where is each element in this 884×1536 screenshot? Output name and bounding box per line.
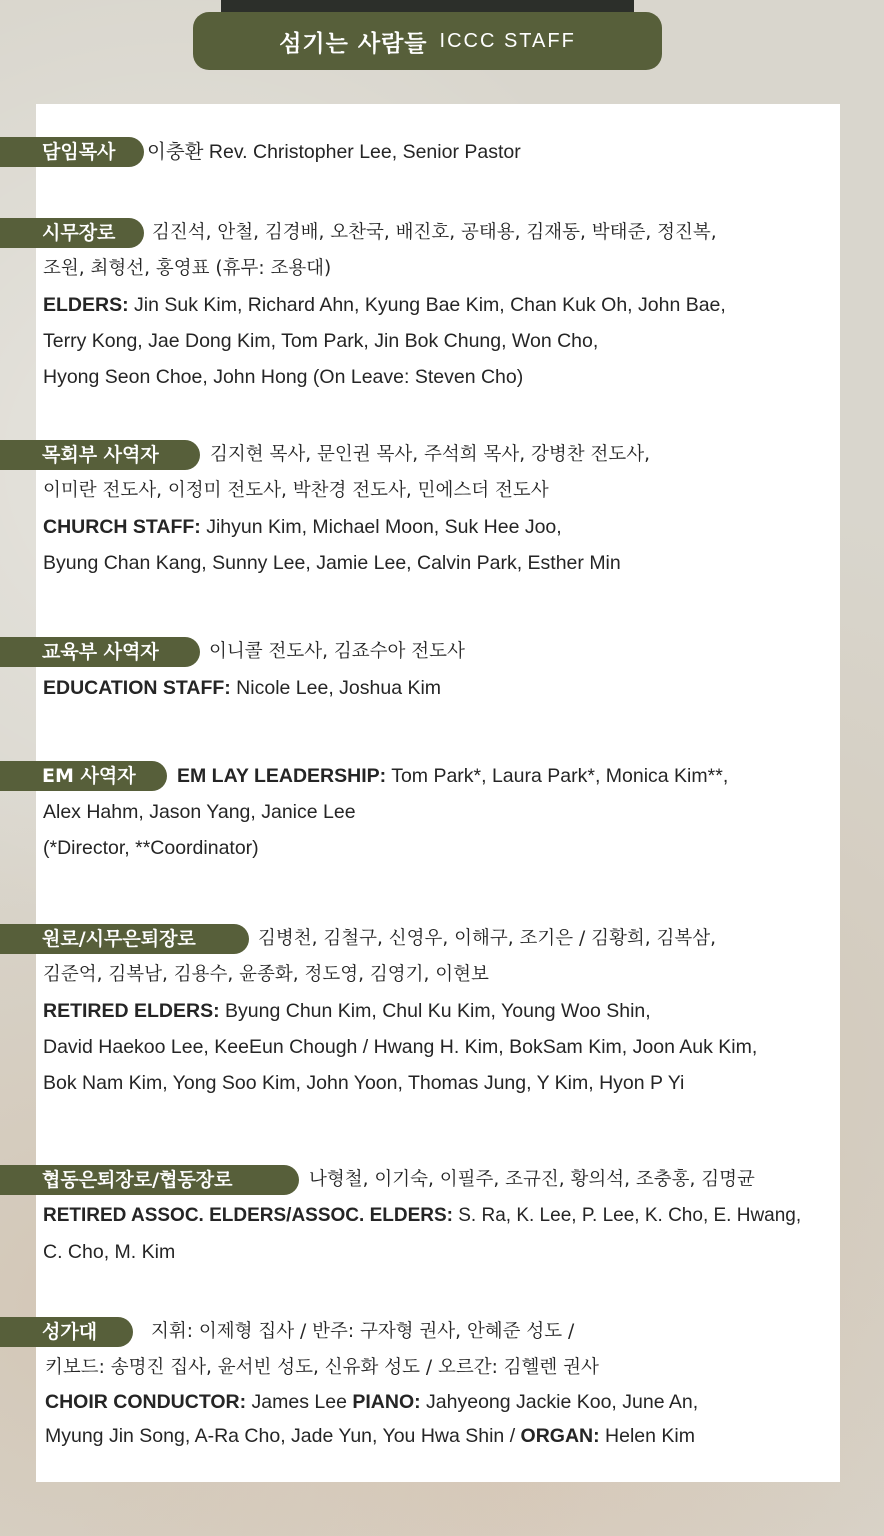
label-church-staff: 목회부 사역자 bbox=[0, 440, 200, 470]
church-staff-en-heading: CHURCH STAFF: bbox=[43, 516, 201, 538]
assoc-en-text-1: S. Ra, K. Lee, P. Lee, K. Cho, E. Hwang, bbox=[452, 1205, 802, 1226]
elders-ko-line-1 bbox=[36, 215, 840, 251]
section-assoc-elders bbox=[36, 1162, 840, 1270]
section-senior-pastor bbox=[36, 134, 840, 170]
retired-en-text-1: Byung Chun Kim, Chul Ku Kim, Young Woo Shin, bbox=[219, 1000, 651, 1022]
assoc-en-heading: RETIRED ASSOC. ELDERS/ASSOC. ELDERS: bbox=[43, 1205, 453, 1226]
em-en-heading: EM LAY LEADERSHIP: bbox=[177, 765, 387, 787]
church-staff-ko-text-1: 김지현 목사, 문인권 목사, 주석희 목사, 강병찬 전도사, bbox=[210, 444, 650, 465]
label-elders: 시무장로 bbox=[0, 218, 144, 248]
choir-en-line-2 bbox=[36, 1418, 840, 1454]
em-en-line-1 bbox=[36, 758, 840, 794]
assoc-ko-line-1 bbox=[36, 1162, 840, 1198]
assoc-ko-text-1: 나형철, 이기숙, 이필주, 조규진, 황의석, 조충홍, 김명균 bbox=[309, 1169, 755, 1190]
choir-conductor-text: James Lee bbox=[246, 1391, 353, 1413]
choir-ko-line-2: 키보드: 송명진 집사, 윤서빈 성도, 신유화 성도 / 오르간: 김헬렌 권사 bbox=[45, 1357, 599, 1378]
education-en-text-1: Nicole Lee, Joshua Kim bbox=[230, 677, 442, 699]
em-en-line-2: Alex Hahm, Jason Yang, Janice Lee bbox=[43, 801, 356, 823]
choir-en-line-1 bbox=[36, 1386, 840, 1418]
education-en-heading: EDUCATION STAFF: bbox=[43, 677, 231, 699]
section-em-staff bbox=[36, 758, 840, 866]
church-staff-ko-line-1 bbox=[36, 437, 840, 473]
choir-keyboard-text: Myung Jin Song, A-Ra Cho, Jade Yun, You Hwa Shin / bbox=[45, 1425, 521, 1447]
label-choir: 성가대 bbox=[0, 1317, 133, 1347]
retired-ko-line-2: 김준억, 김복남, 김용수, 윤종화, 정도영, 김영기, 이현보 bbox=[43, 964, 489, 985]
elders-ko-text-1: 김진석, 안철, 김경배, 오찬국, 배진호, 공태용, 김재동, 박태준, 정진복, bbox=[152, 222, 717, 243]
pastor-line bbox=[36, 134, 840, 170]
elders-en-heading: ELDERS: bbox=[43, 294, 129, 316]
elders-ko-line-2: 조원, 최형선, 홍영표 (휴무: 조용대) bbox=[43, 258, 332, 279]
choir-organ-heading: ORGAN: bbox=[520, 1425, 600, 1447]
retired-en-heading: RETIRED ELDERS: bbox=[43, 1000, 220, 1022]
elders-en-line-3: Hyong Seon Choe, John Hong (On Leave: Steven Cho) bbox=[43, 366, 524, 388]
label-senior-pastor: 담임목사 bbox=[0, 137, 144, 167]
header-title-english: ICCC STAFF bbox=[439, 29, 576, 52]
section-elders bbox=[36, 215, 840, 395]
elders-en-text-1: Jin Suk Kim, Richard Ahn, Kyung Bae Kim, Chan Kuk Oh, John Bae, bbox=[128, 294, 726, 316]
retired-en-line-2: David Haekoo Lee, KeeEun Chough / Hwang H. Kim, BokSam Kim, Joon Auk Kim, bbox=[43, 1036, 758, 1058]
church-staff-en-line-1 bbox=[36, 509, 840, 545]
education-en-line-1 bbox=[36, 670, 840, 706]
elders-en-line-1 bbox=[36, 287, 840, 323]
education-ko-line-1 bbox=[36, 634, 840, 670]
section-choir bbox=[36, 1314, 840, 1454]
em-en-line-3: (*Director, **Coordinator) bbox=[43, 837, 259, 859]
label-education-staff: 교육부 사역자 bbox=[0, 637, 200, 667]
staff-card bbox=[36, 104, 840, 1482]
header-title-korean: 섬기는 사람들 bbox=[279, 30, 428, 57]
choir-conductor-heading: CHOIR CONDUCTOR: bbox=[45, 1391, 247, 1413]
choir-organ-text: Helen Kim bbox=[599, 1425, 695, 1447]
choir-piano-heading: PIANO: bbox=[352, 1391, 421, 1413]
choir-piano-text: Jahyeong Jackie Koo, June An, bbox=[420, 1391, 699, 1413]
section-church-staff bbox=[36, 437, 840, 581]
choir-ko-line-1 bbox=[36, 1314, 840, 1350]
church-staff-en-line-2: Byung Chan Kang, Sunny Lee, Jamie Lee, Calvin Park, Esther Min bbox=[43, 552, 621, 574]
retired-ko-line-1 bbox=[36, 921, 840, 957]
retired-en-line-1 bbox=[36, 993, 840, 1029]
elders-en-line-2: Terry Kong, Jae Dong Kim, Tom Park, Jin Bok Chung, Won Cho, bbox=[43, 330, 599, 352]
section-education-staff bbox=[36, 634, 840, 706]
church-staff-en-text-1: Jihyun Kim, Michael Moon, Suk Hee Joo, bbox=[200, 516, 562, 538]
education-ko-text-1: 이니콜 전도사, 김죠수아 전도사 bbox=[209, 641, 465, 662]
assoc-en-line-2: C. Cho, M. Kim bbox=[43, 1241, 176, 1263]
header-banner bbox=[193, 12, 662, 70]
label-em-staff: EM 사역자 bbox=[0, 761, 167, 791]
section-retired-elders bbox=[36, 921, 840, 1101]
label-retired-elders: 원로/시무은퇴장로 bbox=[0, 924, 249, 954]
pastor-text: 이충환 Rev. Christopher Lee, Senior Pastor bbox=[147, 141, 521, 163]
em-en-text-1: Tom Park*, Laura Park*, Monica Kim**, bbox=[386, 765, 729, 787]
assoc-en-line-1 bbox=[36, 1198, 840, 1234]
label-assoc-elders: 협동은퇴장로/협동장로 bbox=[0, 1165, 299, 1195]
church-staff-ko-line-2: 이미란 전도사, 이정미 전도사, 박찬경 전도사, 민에스더 전도사 bbox=[43, 480, 549, 501]
choir-ko-text-1: 지휘: 이제형 집사 / 반주: 구자형 권사, 안혜준 성도 / bbox=[151, 1321, 575, 1342]
retired-en-line-3: Bok Nam Kim, Yong Soo Kim, John Yoon, Thomas Jung, Y Kim, Hyon P Yi bbox=[43, 1072, 685, 1094]
retired-ko-text-1: 김병천, 김철구, 신영우, 이해구, 조기은 / 김황희, 김복삼, bbox=[258, 928, 716, 949]
